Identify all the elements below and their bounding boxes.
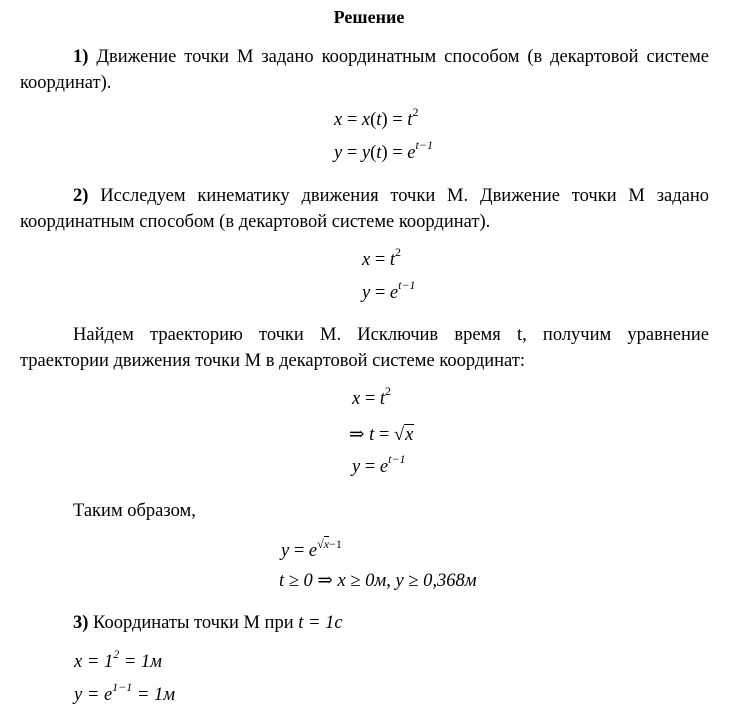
formula-1-line-1: $x = x(t) = t^2$ xyxy=(334,104,419,130)
trajectory-paragraph: Найдем траекторию точки М. Исключив время t, получим уравнение траектории движения точки М в декартовой системе координат: xyxy=(20,325,709,371)
thus-text: Таким образом, xyxy=(73,501,196,521)
section-3-text: Координаты точки М при xyxy=(93,613,294,633)
formula-3-line-2: ⇒ t = √x xyxy=(349,425,414,445)
section-1-number: 1) xyxy=(73,47,89,67)
formula-5-line-2: $y = e^{1-1} = 1м$ xyxy=(74,679,176,705)
sqrt-symbol: √x xyxy=(393,425,414,445)
formula-3-line-1: $x = t^2$ xyxy=(352,383,392,409)
section-1-paragraph xyxy=(20,44,709,96)
section-2-paragraph xyxy=(20,183,709,235)
section-1-text: Движение точки М задано координатным способом (в декартовой системе координат). xyxy=(20,47,709,93)
formula-4-line-2: t ≥ 0 ⇒ x ≥ 0м, y ≥ 0,368м xyxy=(279,571,477,591)
formula-2-line-2: $y = e^{t-1}$ xyxy=(362,277,416,303)
section-2-text: Исследуем кинематику движения точки М. Движение точки М задано координатным способом (в декартовой системе координат). xyxy=(20,186,709,232)
section-2-number: 2) xyxy=(73,186,89,206)
formula-4-line-1: $y = e^{√x-1}$ xyxy=(281,536,342,561)
solution-title: Решение xyxy=(333,7,405,27)
formula-5-line-1: $x = 1^2 = 1м$ xyxy=(74,646,162,672)
formula-1-line-2: $y = y(t) = e^{t-1}$ xyxy=(334,137,433,163)
formula-2-line-1: $x = t^2$ xyxy=(362,244,402,270)
section-3-condition: t = 1с xyxy=(298,613,343,633)
section-3-number: 3) xyxy=(73,613,89,633)
formula-3-line-3: $y = e^{t-1}$ xyxy=(352,451,406,477)
section-3-paragraph xyxy=(20,610,709,636)
